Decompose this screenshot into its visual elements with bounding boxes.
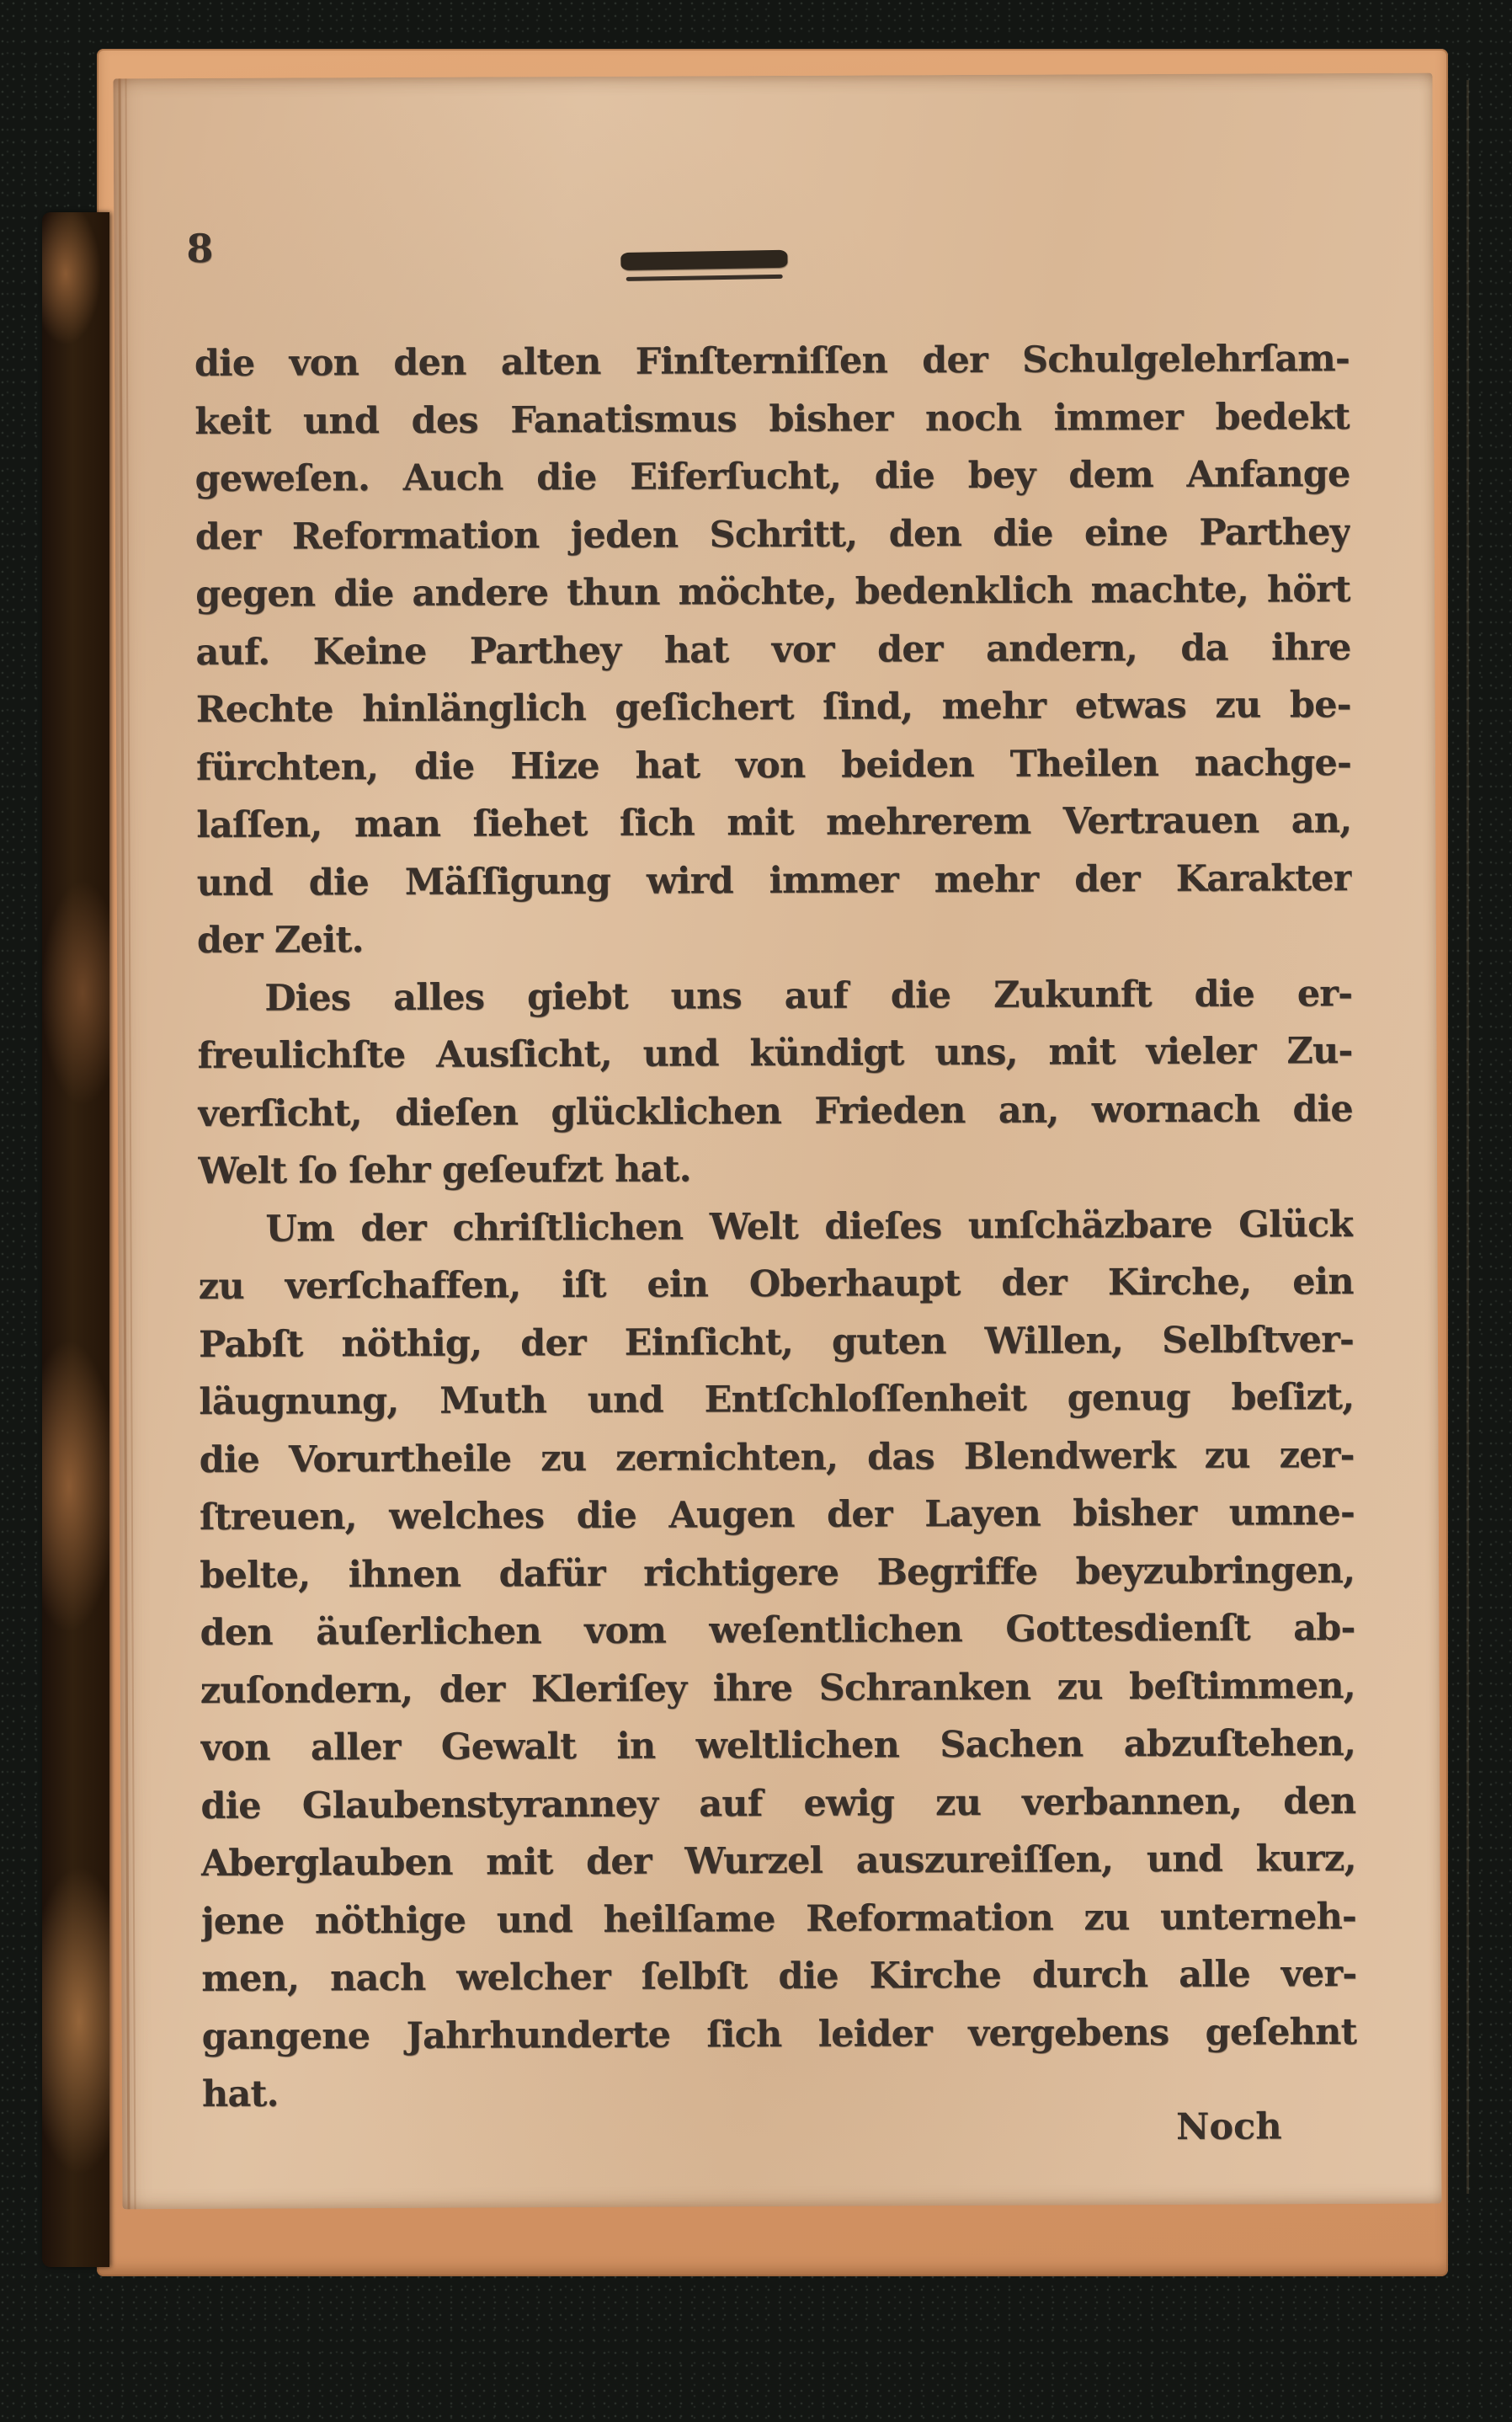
text-line: den äuſerlichen vom weſentlichen Gottesdienſt ab- bbox=[200, 1607, 1355, 1654]
text-line: der Zeit. bbox=[196, 919, 364, 963]
text-line: läugnung, Muth und Entſchloſſenheit genug beſizt, bbox=[199, 1376, 1355, 1424]
text-line: und die Mäſſigung wird immer mehr der Karakter bbox=[196, 856, 1352, 904]
page-text bbox=[194, 330, 1357, 2123]
header-rule-thin-bar bbox=[626, 275, 783, 281]
text-line: hat. bbox=[201, 2073, 279, 2115]
text-line: gangene Jahrhunderte ſich leider vergebens geſehnt bbox=[201, 2010, 1357, 2058]
header-rule-thick-bar bbox=[620, 250, 787, 270]
text-line: men, nach welcher ſelbſt die Kirche durch alle ver- bbox=[201, 1953, 1357, 2000]
text-line: keit und des Fanatismus bisher noch immer bedekt bbox=[194, 395, 1350, 443]
text-line: jene nöthige und heilſame Reformation zu unterneh- bbox=[200, 1895, 1357, 1943]
text-line: die von den alten Finſterniſſen der Schulgelehrſam- bbox=[194, 338, 1350, 386]
text-line: auf. Keine Parthey hat vor der andern, da ihre bbox=[195, 626, 1351, 674]
text-line: Rechte hinlänglich geſichert ſind, mehr etwas zu be- bbox=[195, 684, 1351, 732]
text-line: belte, ihnen dafür richtigere Begriffe beyzubringen, bbox=[200, 1549, 1355, 1597]
text-line: Dies alles giebt uns auf die Zukunft die er- bbox=[264, 972, 1353, 1020]
page-edge-line bbox=[1467, 80, 1469, 2194]
text-line: geweſen. Auch die Eiferſucht, die bey dem Anfange bbox=[194, 453, 1350, 501]
text-line: Um der chriſtlichen Welt dieſes unſchäzbare Glück bbox=[265, 1203, 1354, 1251]
text-line: verſicht, dieſen glücklichen Frieden an, wornach die bbox=[197, 1087, 1353, 1135]
text-line: die Glaubenstyranney auf ewig zu verbannen, den bbox=[200, 1779, 1356, 1827]
book-page bbox=[113, 73, 1441, 2210]
text-line: die Vorurtheile zu zernichten, das Blendwerk zu zer- bbox=[199, 1433, 1355, 1481]
catchword: Noch bbox=[1176, 2105, 1282, 2148]
text-line: zuſondern, der Kleriſey ihre Schranken zu beſtimmen, bbox=[200, 1664, 1355, 1712]
text-line: ſtreuen, welches die Augen der Layen bisher umne- bbox=[199, 1491, 1355, 1539]
page-number: 8 bbox=[186, 225, 214, 272]
text-line: fürchten, die Hize hat von beiden Theilen nachge- bbox=[195, 741, 1352, 789]
text-line: von aller Gewalt in weltlichen Sachen abzuſtehen, bbox=[200, 1722, 1356, 1769]
text-line: Pabſt nöthig, der Einſicht, guten Willen, Selbſtver- bbox=[198, 1318, 1355, 1366]
text-line: Welt ſo ſehr geſeufzt hat. bbox=[198, 1148, 691, 1193]
text-line: zu verſchaffen, iſt ein Oberhaupt der Kirche, ein bbox=[198, 1261, 1354, 1309]
header-rule bbox=[620, 250, 788, 281]
text-line: gegen die andere thun möchte, bedenklich machte, hört bbox=[195, 568, 1351, 616]
text-line: der Reformation jeden Schritt, den die eine Parthey bbox=[194, 510, 1350, 558]
text-line: laſſen, man ſiehet ſich mit mehrerem Vertrauen an, bbox=[196, 799, 1352, 847]
text-line: freulichſte Ausſicht, und kündigt uns, mit vieler Zu- bbox=[197, 1030, 1353, 1078]
text-line: Aberglauben mit der Wurzel auszureiſſen, und kurz, bbox=[200, 1838, 1356, 1885]
book-spine bbox=[42, 212, 109, 2267]
